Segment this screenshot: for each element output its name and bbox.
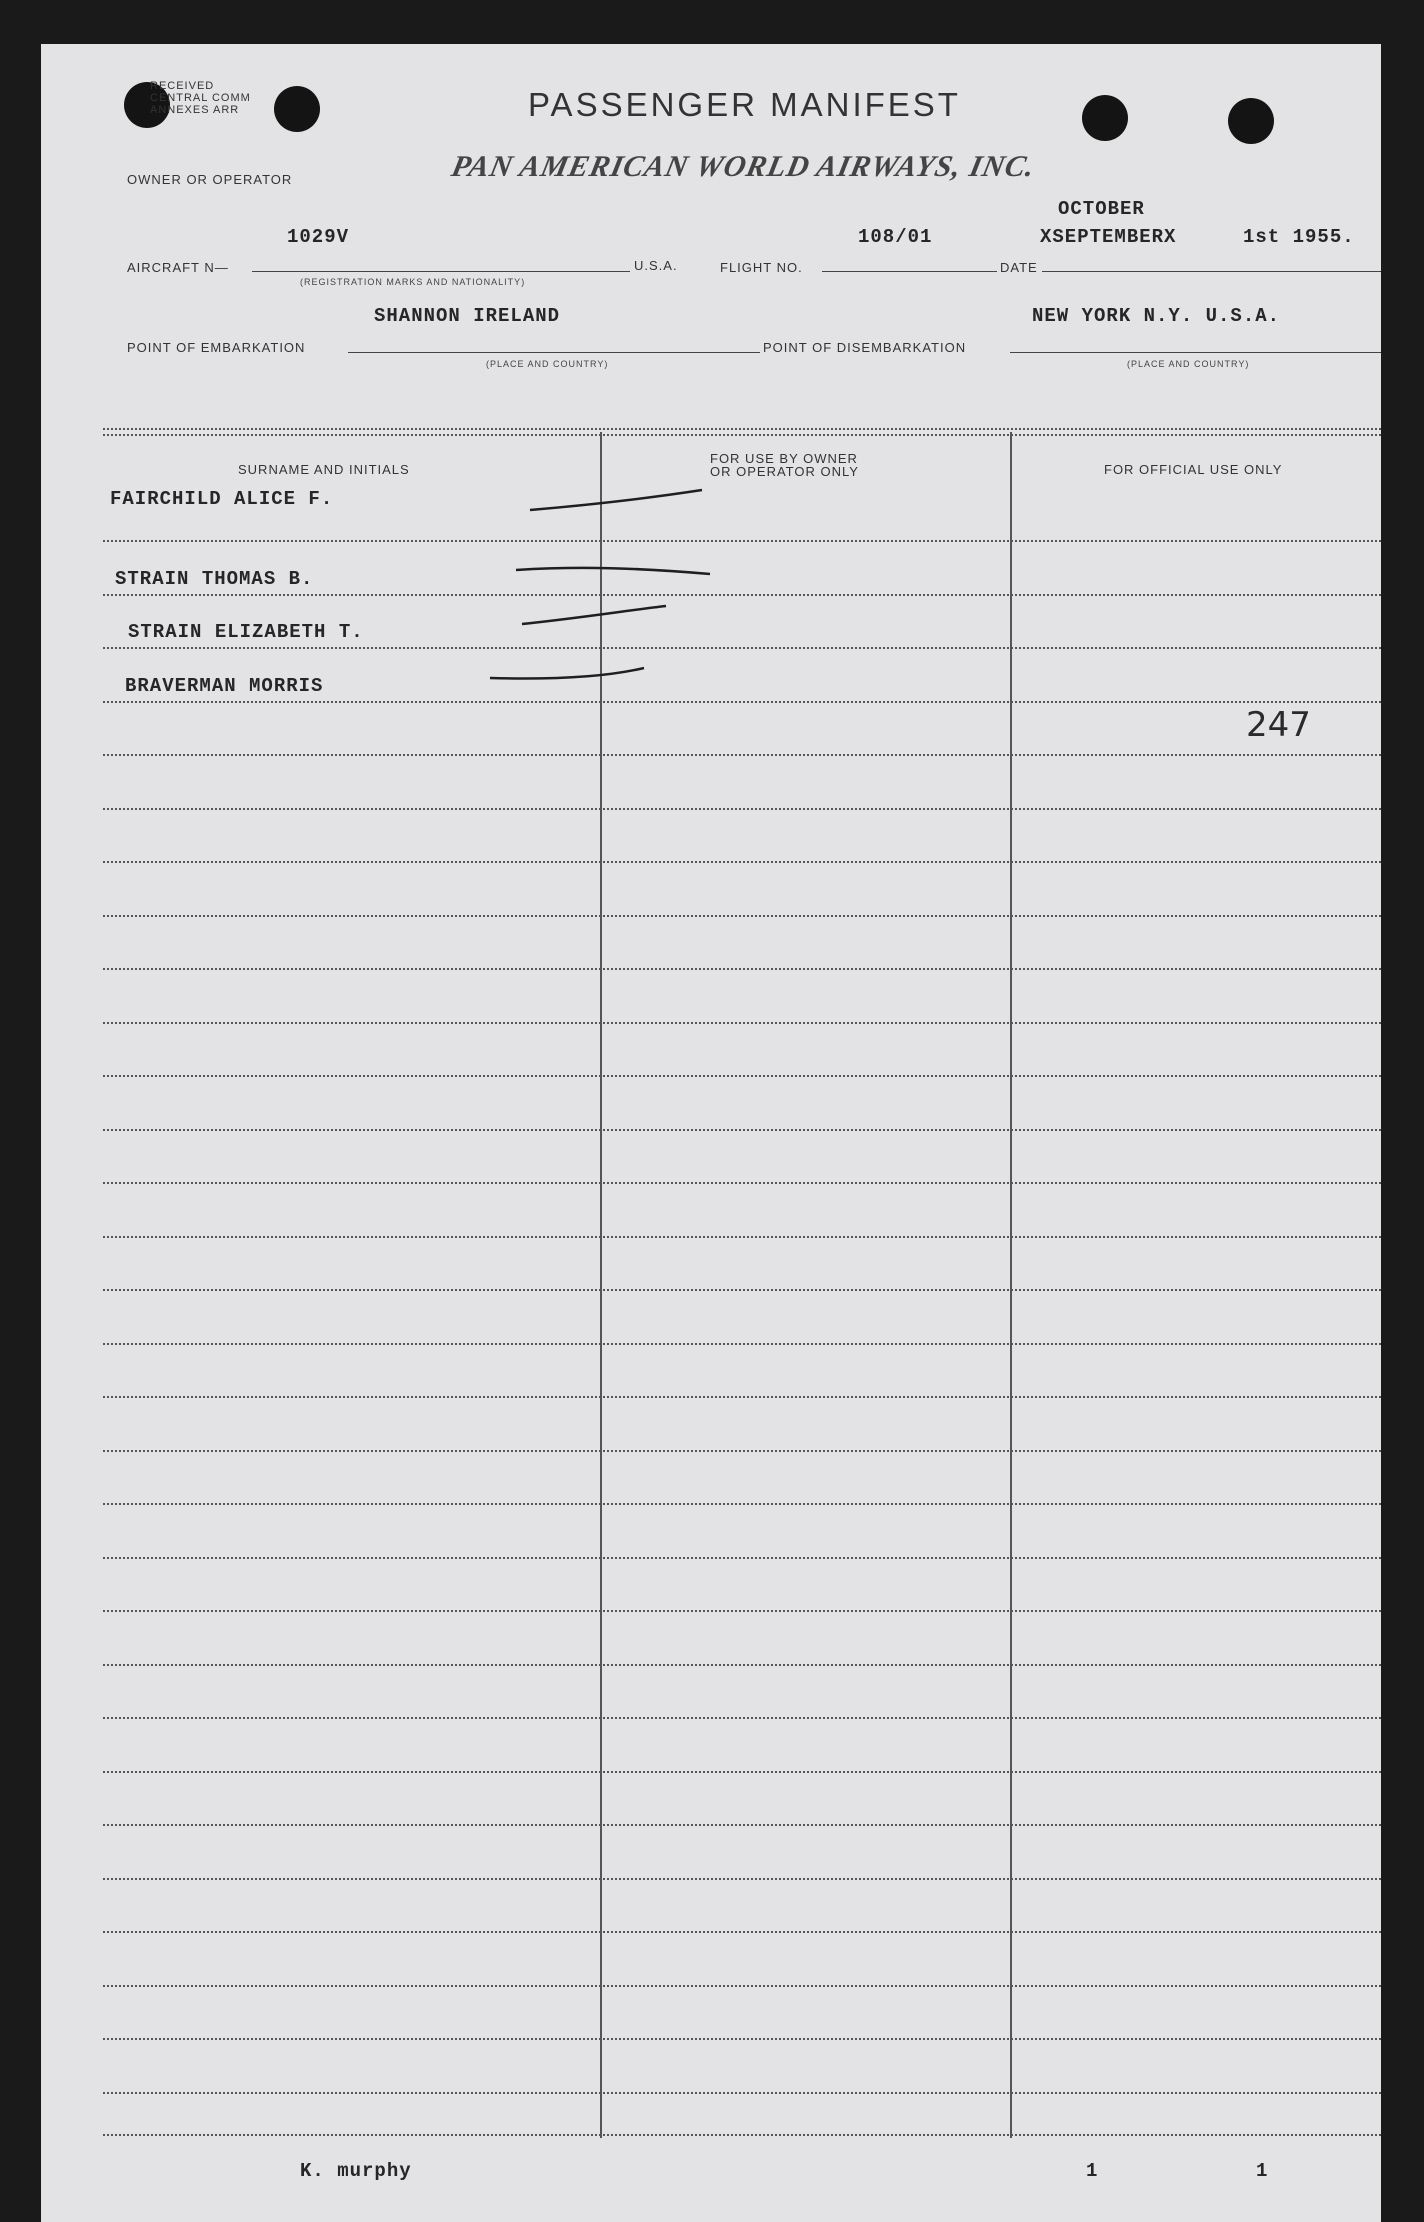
table-row-rule: [103, 1717, 1381, 1719]
table-row-rule: [103, 540, 1381, 542]
passenger-name: BRAVERMAN MORRIS: [125, 675, 324, 697]
page-number: 1: [1086, 2160, 1099, 2182]
owner-label: OWNER OR OPERATOR: [127, 172, 293, 187]
flight-value: 108/01: [858, 226, 933, 248]
table-row-rule: [103, 1503, 1381, 1505]
date-month: OCTOBER: [1058, 198, 1145, 220]
table-row-rule: [103, 861, 1381, 863]
table-row-rule: [103, 701, 1381, 703]
table-row-rule: [103, 1450, 1381, 1452]
flight-underline: [822, 271, 997, 272]
manifest-sheet: [41, 44, 1381, 2222]
punch-hole-icon: [1228, 98, 1274, 144]
airline-name: PAN AMERICAN WORLD AIRWAYS, INC.: [448, 150, 1039, 183]
table-row-rule: [103, 2092, 1381, 2094]
signature: K. murphy: [300, 2160, 412, 2182]
disembark-label: POINT OF DISEMBARKATION: [763, 340, 967, 355]
page-title: PASSENGER MANIFEST: [528, 86, 961, 123]
table-row-rule: [103, 1022, 1381, 1024]
table-row-rule: [103, 647, 1381, 649]
table-row-rule: [103, 754, 1381, 756]
table-row-rule: [103, 1931, 1381, 1933]
pen-stroke: [516, 568, 710, 574]
punch-hole-icon: [274, 86, 320, 132]
aircraft-label: AIRCRAFT N—: [127, 260, 229, 275]
table-row-rule: [103, 1396, 1381, 1398]
table-row-rule: [103, 2038, 1381, 2040]
flight-label: FLIGHT NO.: [720, 260, 803, 275]
disembark-value: NEW YORK N.Y. U.S.A.: [1032, 305, 1281, 327]
date-label: DATE: [1000, 260, 1038, 275]
table-row-rule: [103, 1289, 1381, 1291]
table-row-rule: [103, 1878, 1381, 1880]
disembark-note: (PLACE AND COUNTRY): [1127, 359, 1250, 369]
column-header-official: FOR OFFICIAL USE ONLY: [1104, 462, 1283, 477]
pen-stroke: [530, 490, 702, 510]
date-day-year: 1st 1955.: [1243, 226, 1355, 248]
table-row-rule: [103, 1985, 1381, 1987]
passenger-name: STRAIN THOMAS B.: [115, 568, 314, 590]
table-row-rule: [103, 1771, 1381, 1773]
registration-note: (REGISTRATION MARKS AND NATIONALITY): [300, 277, 526, 287]
table-row-rule: [103, 1557, 1381, 1559]
table-top-rule: [103, 434, 1381, 436]
table-row-rule: [103, 968, 1381, 970]
table-row-rule: [103, 808, 1381, 810]
table-row-rule: [103, 1610, 1381, 1612]
table-row-rule: [103, 1129, 1381, 1131]
column-header-owner-2: OR OPERATOR ONLY: [710, 464, 859, 479]
passenger-name: STRAIN ELIZABETH T.: [128, 621, 364, 643]
punch-hole-icon: [1082, 95, 1128, 141]
pen-stroke: [522, 606, 666, 624]
table-row-rule: [103, 1182, 1381, 1184]
received-stamp: [150, 80, 251, 116]
embark-underline: [348, 352, 760, 353]
page-total: 1: [1256, 2160, 1269, 2182]
pen-stroke: [490, 668, 644, 679]
embark-value: SHANNON IRELAND: [374, 305, 561, 327]
date-underline: [1042, 271, 1381, 272]
pen-check-marks: [480, 480, 720, 690]
embark-note: (PLACE AND COUNTRY): [486, 359, 609, 369]
table-row-rule: [103, 915, 1381, 917]
stamp-line: ANNEXES ARR: [150, 104, 240, 116]
stamp-line: RECEIVED: [150, 80, 215, 92]
column-header-surname: SURNAME AND INITIALS: [238, 462, 410, 477]
passenger-name: FAIRCHILD ALICE F.: [110, 488, 334, 510]
disembark-underline: [1010, 352, 1381, 353]
column-divider: [1010, 432, 1012, 2138]
aircraft-value: 1029V: [287, 226, 350, 248]
stamp-line: CENTRAL COMM: [150, 92, 251, 104]
table-row-rule: [103, 1824, 1381, 1826]
table-row-rule: [103, 594, 1381, 596]
aircraft-underline: [252, 271, 630, 272]
date-struck-month: XSEPTEMBERX: [1040, 226, 1177, 248]
embark-label: POINT OF EMBARKATION: [127, 340, 306, 355]
official-note: 247: [1246, 705, 1311, 745]
table-row-rule: [103, 1236, 1381, 1238]
table-bottom-rule: [103, 2134, 1381, 2136]
table-row-rule: [103, 1075, 1381, 1077]
table-row-rule: [103, 1664, 1381, 1666]
table-row-rule: [103, 1343, 1381, 1345]
usa-label: U.S.A.: [634, 258, 678, 273]
table-top-rule: [103, 428, 1381, 430]
column-header-owner-1: FOR USE BY OWNER: [710, 451, 858, 466]
